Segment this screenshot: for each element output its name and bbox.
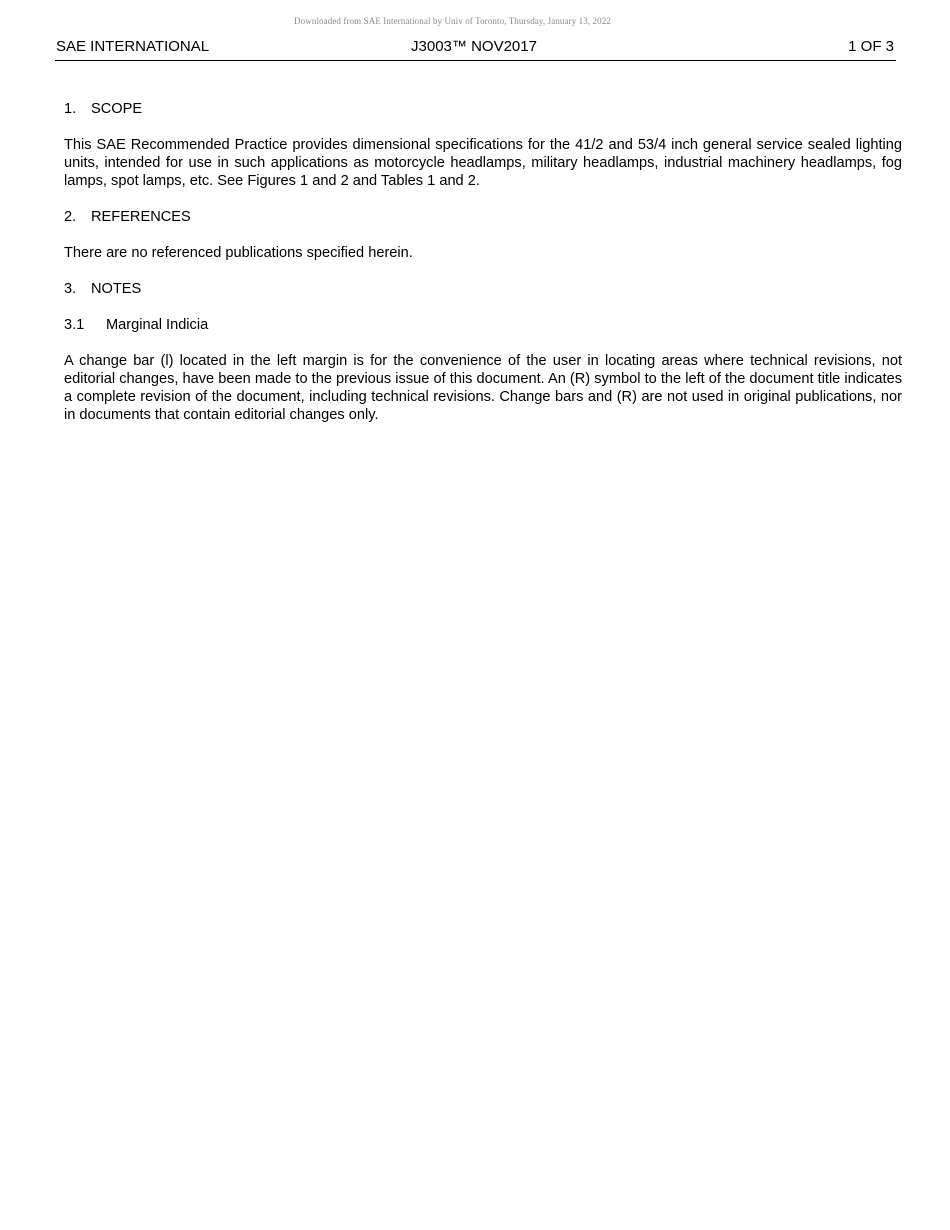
download-watermark: Downloaded from SAE International by Univ of Toronto, Thursday, January 13, 2022 <box>294 16 611 26</box>
header-document-number <box>55 38 896 55</box>
section-title: NOTES <box>91 281 142 297</box>
header-page-number: 1 OF 3 <box>848 38 894 55</box>
header-organization: SAE INTERNATIONAL <box>56 38 210 55</box>
references-paragraph: There are no referenced publications specified herein. <box>64 245 413 261</box>
section-title: SCOPE <box>91 101 143 117</box>
section-heading-scope <box>64 100 902 118</box>
running-header <box>55 38 896 61</box>
subsection-title: Marginal Indicia <box>106 317 209 333</box>
section-number: 1. <box>64 101 77 117</box>
marginal-indicia-paragraph: A change bar (l) located in the left margin is for the convenience of the user in locating areas where technical revisions, not editorial changes, have been made to the previous issue of this document. An (R) symbol to the left of the document title indicates a complete revision of the document, including technical revisions. Change bars and (R) are not used in original publications, nor in documents that contain editorial changes only. <box>64 353 902 423</box>
scope-paragraph: This SAE Recommended Practice provides dimensional specifications for the 41/2 and 53/4 inch general service sealed lighting units, intended for use in such applications as motorcycle headlamps, military headlamps, industrial machinery headlamps, fog lamps, spot lamps, etc. See Figures 1 and 2 and Tables 1 and 2. <box>64 137 902 189</box>
section-heading-notes <box>64 280 902 298</box>
section-title: REFERENCES <box>91 209 191 225</box>
section-number: 2. <box>64 209 77 225</box>
section-heading-references <box>64 208 902 226</box>
subsection-number: 3.1 <box>64 317 85 333</box>
subsection-heading-marginal-indicia <box>64 316 902 334</box>
document-body <box>64 100 902 442</box>
section-number: 3. <box>64 281 77 297</box>
header-document-number-text: J3003™ NOV2017 <box>411 38 537 55</box>
